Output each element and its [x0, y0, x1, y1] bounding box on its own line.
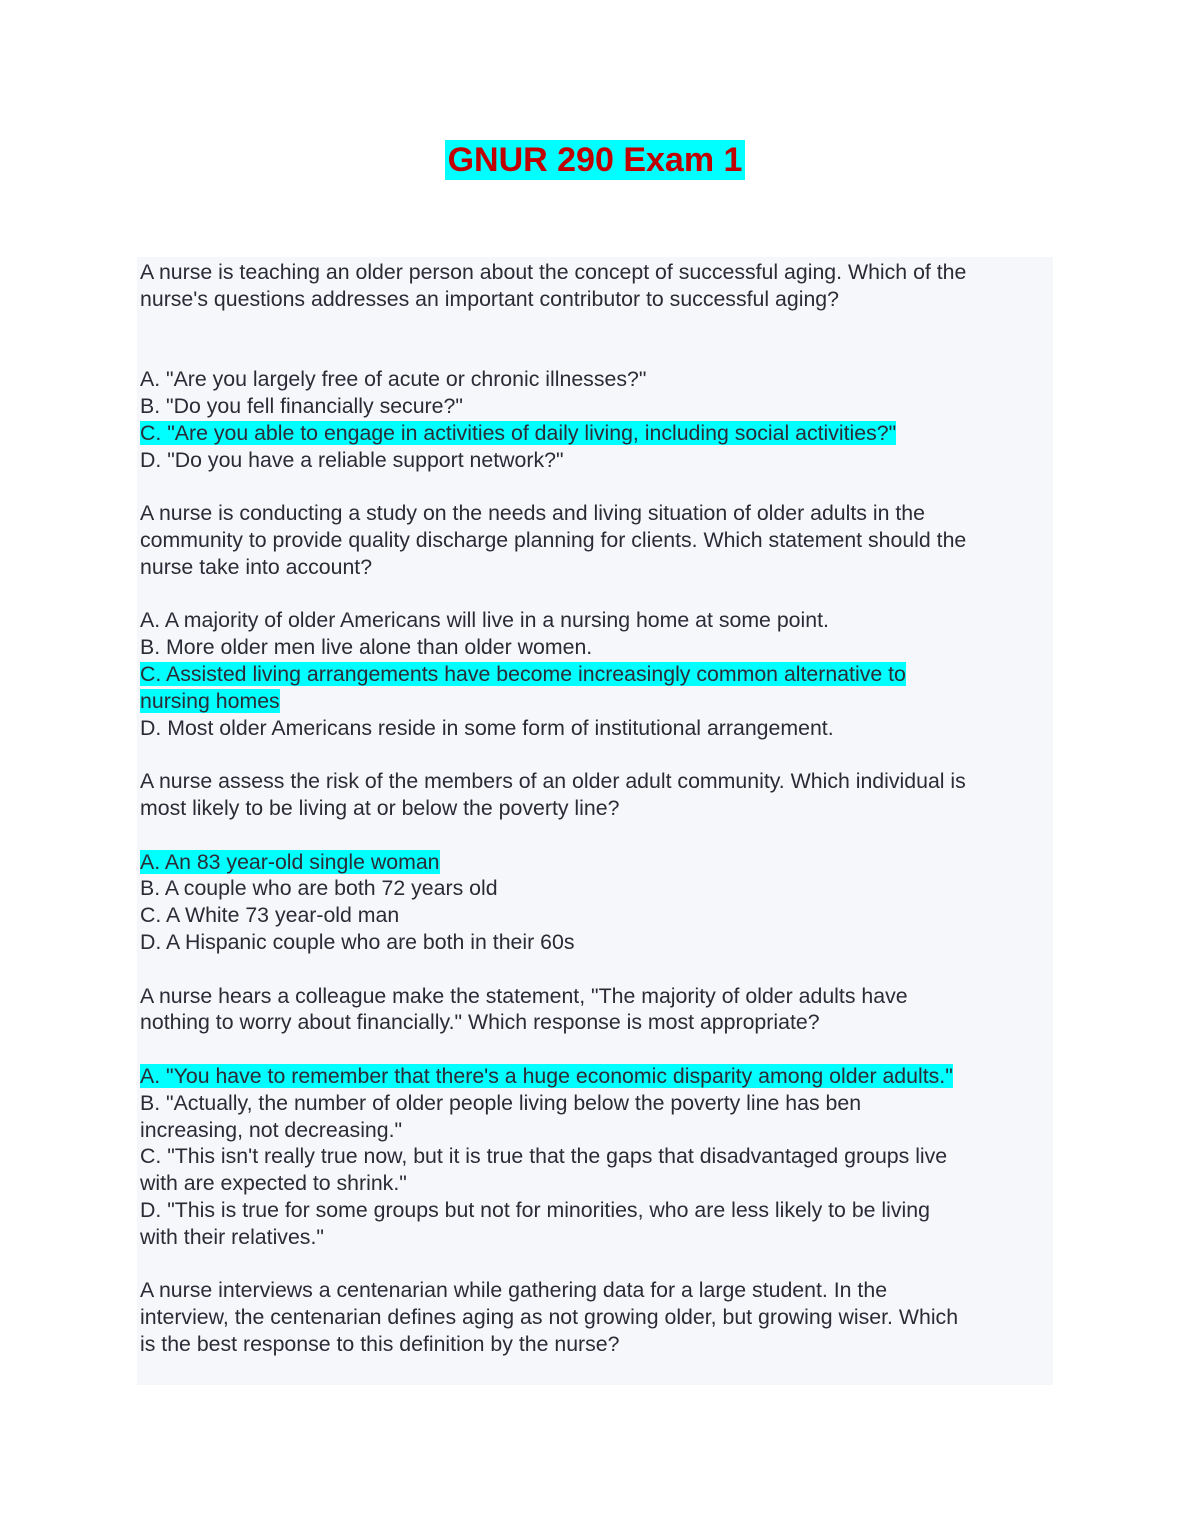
- question-2-option-a: A. A majority of older Americans will live in a nursing home at some point.: [140, 608, 829, 633]
- question-1-option-d: D. "Do you have a reliable support network?": [140, 447, 564, 472]
- highlighted-answer: C. Assisted living arrangements have become increasingly common alternative to nursing homes: [140, 661, 906, 713]
- question-3-option-a: [140, 849, 1052, 876]
- page-title-text: GNUR 290 Exam 1: [445, 140, 746, 180]
- question-2-option-b: B. More older men live alone than older women.: [140, 635, 593, 660]
- question-2-text: A nurse is conducting a study on the needs and living situation of older adults in the community to provide quality discharge planning for clients. Which statement should the nurse take into account?: [140, 501, 967, 579]
- question-4-option-d: D. "This is true for some groups but not for minorities, who are less likely to be living with their relatives.": [140, 1197, 930, 1249]
- question-list: [140, 259, 1052, 1358]
- question-4-text: A nurse hears a colleague make the statement, "The majority of older adults have nothing to worry about financially." Which response is most appropriate?: [140, 983, 908, 1035]
- question-2-option-d: D. Most older Americans reside in some form of institutional arrangement.: [140, 715, 834, 740]
- highlighted-answer: A. "You have to remember that there's a huge economic disparity among older adults.": [140, 1063, 953, 1088]
- question-4-option-c: C. "This isn't really true now, but it is true that the gaps that disadvantaged groups live with are expected to shrink.": [140, 1144, 948, 1196]
- question-1-option-c: [140, 420, 1052, 447]
- question-1-option-b: B. "Do you fell financially secure?": [140, 393, 463, 418]
- question-1-option-a: A. "Are you largely free of acute or chronic illnesses?": [140, 367, 647, 392]
- highlighted-answer: A. An 83 year-old single woman: [140, 849, 440, 874]
- question-1-text: A nurse is teaching an older person about the concept of successful aging. Which of the nurse's questions addresses an important contributor to successful aging?: [140, 260, 967, 311]
- question-3-option-c: C. A White 73 year-old man: [140, 903, 400, 928]
- highlighted-answer: C. "Are you able to engage in activities of daily living, including social activities?": [140, 420, 897, 445]
- question-4-option-a: [140, 1063, 1052, 1090]
- question-3-text: A nurse assess the risk of the members of an older adult community. Which individual is most likely to be living at or below the poverty line?: [140, 769, 966, 820]
- question-2-option-c: [140, 661, 1052, 715]
- page-title: [0, 140, 1190, 187]
- question-4-option-b: B. "Actually, the number of older people living below the poverty line has ben increasing, not decreasing.": [140, 1090, 862, 1142]
- question-3-option-d: D. A Hispanic couple who are both in their 60s: [140, 929, 575, 954]
- question-5-text: A nurse interviews a centenarian while gathering data for a large student. In the interview, the centenarian defines aging as not growing older, but growing wiser. Which is the best response to this definition by the nurse?: [140, 1278, 959, 1356]
- question-3-option-b: B. A couple who are both 72 years old: [140, 876, 498, 901]
